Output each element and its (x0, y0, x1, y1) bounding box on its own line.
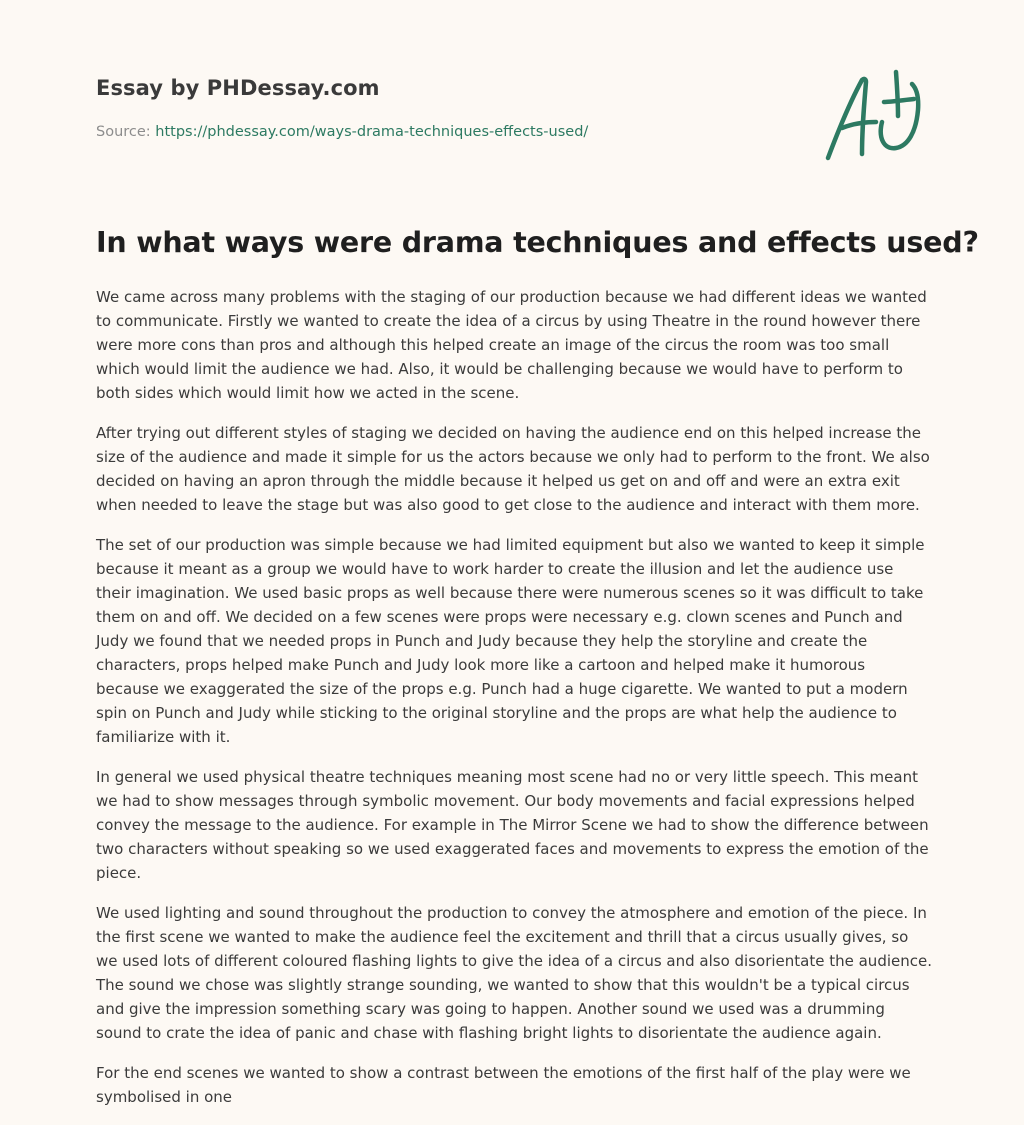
paragraph: We used lighting and sound throughout the production to convey the atmosphere and emotion of the piece. In the first scene we wanted to make the audience feel the excitement and thrill that a circus usually gives, so we used lots of different coloured flashing lights to give the idea of a circus and also disorientate the audience. The sound we chose was slightly strange sounding, we wanted to show that this wouldn't be a typical circus and give the impression something scary was going to happen. Another sound we used was a drumming sound to crate the idea of panic and chase with flashing bright lights to disorientate the audience again. (96, 904, 932, 1042)
essay-title: In what ways were drama techniques and effects used? (96, 226, 979, 259)
source-label: Source: (96, 124, 151, 140)
paragraph: We came across many problems with the staging of our production because we had different ideas we wanted to communicate. Firstly we wanted to create the idea of a circus by using Theatre in the round however there were more cons than pros and although this helped create an image of the circus the room was too small which would limit the audience we had. Also, it would be challenging because we would have to perform to both sides which would limit how we acted in the scene. (96, 288, 927, 402)
paragraph: In general we used physical theatre techniques meaning most scene had no or very little speech. This meant we had to show messages through symbolic movement. Our body movements and facial expressions helped convey the message to the audience. For example in The Mirror Scene we had to show the difference between two characters without speaking so we used exaggerated faces and movements to express the emotion of the piece. (96, 768, 929, 882)
essay-body (96, 285, 932, 1125)
paragraph: After trying out different styles of staging we decided on having the audience end on this helped increase the size of the audience and made it simple for us the actors because we only had to perform to the front. We also decided on having an apron through the middle because it helped us get on and off and were an extra exit when needed to leave the stage but was also good to get close to the audience and interact with them more. (96, 424, 930, 514)
paragraph: For the end scenes we wanted to show a contrast between the emotions of the first half of the play were we symbolised in one (96, 1064, 911, 1106)
site-brand: Essay by PHDessay.com (96, 76, 380, 100)
a-plus-logo-icon (818, 66, 930, 166)
source-link[interactable]: https://phdessay.com/ways-drama-techniques-effects-used/ (155, 124, 589, 140)
source-line (96, 124, 588, 140)
paragraph: The set of our production was simple because we had limited equipment but also we wanted to keep it simple because it meant as a group we would have to work harder to create the illusion and let the audience use their imagination. We used basic props as well because there were numerous scenes so it was difficult to take them on and off. We decided on a few scenes were props were necessary e.g. clown scenes and Punch and Judy we found that we needed props in Punch and Judy because they help the storyline and create the characters, props helped make Punch and Judy look more like a cartoon and helped make it humorous because we exaggerated the size of the props e.g. Punch had a huge cigarette. We wanted to put a modern spin on Punch and Judy while sticking to the original storyline and the props are what help the audience to familiarize with it. (96, 536, 925, 746)
